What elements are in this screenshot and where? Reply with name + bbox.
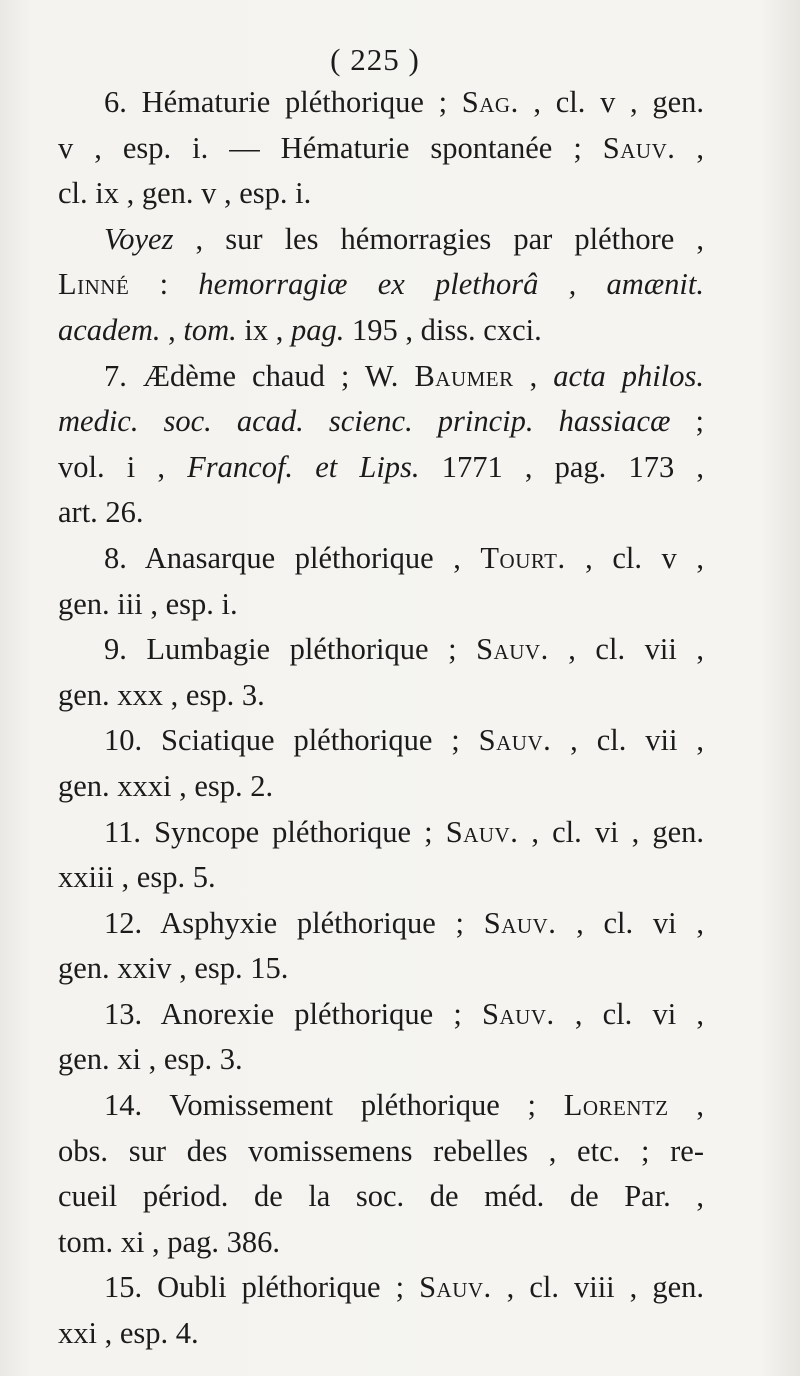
author-name: Sauv. [476, 632, 549, 667]
text-segment: cl. ix , gen. v , esp. i. [58, 176, 312, 211]
author-name: Baumer [414, 358, 514, 393]
text-line [58, 490, 704, 536]
text-line [58, 308, 704, 354]
author-name: Sauv. [445, 814, 519, 849]
text-segment: gen. xxiv , esp. 15. [58, 951, 289, 986]
text-segment: ; [670, 404, 704, 439]
text-line [58, 673, 704, 719]
italic-text: Francof. et Lips. [187, 449, 420, 484]
text-segment: obs. sur des vomissemens rebelles , etc. ; re- [58, 1133, 704, 1168]
text-segment: 10. Sciatique pléthorique ; [104, 723, 479, 758]
page-number: ( 225 ) [330, 42, 420, 77]
text-segment: , cl. vii , [548, 632, 704, 667]
text-line [58, 992, 704, 1038]
text-segment: vol. i , [58, 449, 188, 484]
text-segment: 13. Anorexie pléthorique ; [104, 996, 483, 1031]
text-line [58, 582, 704, 628]
text-segment: , [513, 358, 554, 393]
text-line [58, 1129, 704, 1175]
text-line [58, 764, 704, 810]
text-segment: 14. Vomissement pléthorique ; [104, 1088, 564, 1123]
author-name: Lorentz [563, 1088, 669, 1123]
text-segment: : [129, 267, 199, 302]
author-name: Sauv. [478, 723, 552, 758]
body-text [58, 80, 704, 1357]
text-segment: gen. xxx , esp. 3. [58, 677, 265, 712]
text-segment: 8. Anasarque pléthorique , [104, 540, 481, 575]
italic-text: academ. [58, 312, 161, 347]
text-segment: 9. Lumbagie pléthorique ; [104, 632, 477, 667]
italic-text: pag. [290, 312, 345, 347]
text-segment: cueil périod. de la soc. de méd. de Par. , [58, 1179, 704, 1214]
text-segment: 11. Syncope pléthorique ; [104, 814, 446, 849]
text-segment: gen. xxxi , esp. 2. [58, 768, 274, 803]
text-line [58, 1220, 704, 1266]
italic-text: hemorragiæ ex plethorâ , amænit. [198, 267, 704, 302]
italic-text: acta philos. [553, 358, 704, 393]
text-line [58, 445, 704, 491]
text-segment: v , esp. i. — Hématurie spontanée ; [58, 130, 603, 165]
text-segment: , cl. viii , gen. [491, 1270, 704, 1305]
text-line [58, 536, 704, 582]
author-name: Sauv. [602, 130, 676, 165]
text-segment: xxi , esp. 4. [58, 1316, 199, 1351]
text-line [58, 126, 704, 172]
text-line [58, 901, 704, 947]
text-segment: , cl. vii , [551, 723, 704, 758]
text-line [58, 354, 704, 400]
italic-text: tom. [183, 312, 237, 347]
text-line [58, 262, 704, 308]
text-segment: tom. xi , pag. 386. [58, 1224, 280, 1259]
text-line [58, 399, 704, 445]
text-segment: 1771 , pag. 173 , [419, 449, 704, 484]
text-line [58, 1265, 704, 1311]
author-name: Linné [58, 267, 130, 302]
text-line [58, 810, 704, 856]
author-name: Sauv. [419, 1270, 492, 1305]
text-line [58, 80, 704, 126]
text-segment: gen. xi , esp. 3. [58, 1042, 243, 1077]
text-segment: art. 26. [58, 495, 144, 530]
text-line [58, 1311, 704, 1357]
text-line [58, 171, 704, 217]
text-segment: , [668, 1088, 704, 1123]
text-segment: , cl. vi , gen. [518, 814, 704, 849]
italic-text: medic. soc. acad. scienc. princip. hassiacæ [58, 404, 671, 439]
text-segment: xxiii , esp. 5. [58, 860, 216, 895]
text-segment: 12. Asphyxie pléthorique ; [104, 905, 484, 940]
text-segment: 6. Hématurie pléthorique ; [104, 85, 462, 119]
text-line [58, 855, 704, 901]
text-line [58, 217, 704, 263]
text-segment: , cl. v , [565, 540, 705, 575]
text-segment: , [675, 130, 705, 165]
author-name: Tourt. [480, 540, 566, 575]
text-line [58, 1037, 704, 1083]
text-segment: , [160, 312, 184, 347]
text-segment: 7. Ædème chaud ; W. [104, 358, 415, 393]
text-line [58, 1174, 704, 1220]
text-segment: 195 , diss. cxci. [344, 312, 542, 347]
author-name: Sauv. [483, 905, 557, 940]
text-segment: ix , [236, 312, 291, 347]
text-line [58, 946, 704, 992]
text-segment: 15. Oubli pléthorique ; [104, 1270, 420, 1305]
text-line [58, 1083, 704, 1129]
italic-text: Voyez [104, 221, 174, 256]
text-segment: , cl. v , gen. [518, 85, 704, 119]
text-segment: , sur les hémorragies par pléthore , [173, 221, 704, 256]
text-line [58, 627, 704, 673]
text-line [58, 718, 704, 764]
text-segment: , cl. vi , [556, 905, 704, 940]
author-name: Sauv. [482, 996, 555, 1031]
text-segment: , cl. vi , [554, 996, 704, 1031]
author-name: Sag. [461, 85, 519, 119]
text-segment: gen. iii , esp. i. [58, 586, 238, 621]
